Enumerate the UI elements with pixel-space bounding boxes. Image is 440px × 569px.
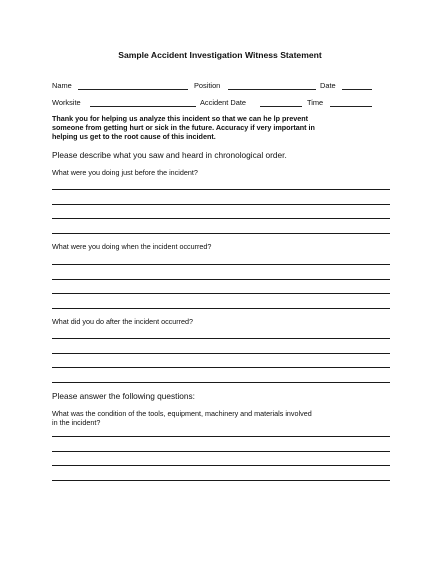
intro-paragraph [52,115,392,141]
document-title: Sample Accident Investigation Witness Statement [118,50,322,60]
answer-line[interactable] [52,264,390,265]
answer-line[interactable] [52,204,390,205]
section-heading-questions: Please answer the following questions: [52,391,195,401]
accident-date-field[interactable] [260,106,302,107]
date-label: Date [320,81,336,90]
field-row-name [52,81,392,93]
intro-line: someone from getting hurt or sick in the future. Accuracy if very important in [52,122,315,132]
question-after-incident: What did you do after the incident occurred? [52,317,194,326]
name-label: Name [52,81,72,90]
question-when-incident: What were you doing when the incident occurred? [52,242,212,251]
answer-line[interactable] [52,338,390,339]
name-field[interactable] [78,89,188,90]
question-condition-tools [52,410,392,428]
answer-line[interactable] [52,436,390,437]
time-label: Time [307,98,324,107]
worksite-field[interactable] [90,106,196,107]
answer-line[interactable] [52,367,390,368]
intro-line: Thank you for helping us analyze this incident so that we can he lp prevent [52,114,308,123]
answer-line[interactable] [52,189,390,190]
answer-line[interactable] [52,279,390,280]
field-row-worksite [52,98,392,110]
position-label: Position [194,81,221,90]
answer-line[interactable] [52,451,390,452]
intro-line: helping us get to the root cause of this incident. [52,131,216,141]
worksite-label: Worksite [52,98,81,107]
answer-line[interactable] [52,465,390,466]
answer-line[interactable] [52,218,390,219]
answer-line[interactable] [52,382,390,383]
date-field[interactable] [342,89,372,90]
question-line: What was the condition of the tools, equipment, machinery and materials involved [52,409,312,418]
answer-line[interactable] [52,480,390,481]
answer-line[interactable] [52,233,390,234]
position-field[interactable] [228,89,316,90]
answer-line[interactable] [52,293,390,294]
question-before-incident: What were you doing just before the incident? [52,168,198,177]
accident-date-label: Accident Date [200,98,247,107]
answer-line[interactable] [52,308,390,309]
section-heading-chronological: Please describe what you saw and heard in chronological order. [52,150,287,160]
time-field[interactable] [330,106,372,107]
answer-line[interactable] [52,353,390,354]
question-line: in the incident? [52,417,101,427]
